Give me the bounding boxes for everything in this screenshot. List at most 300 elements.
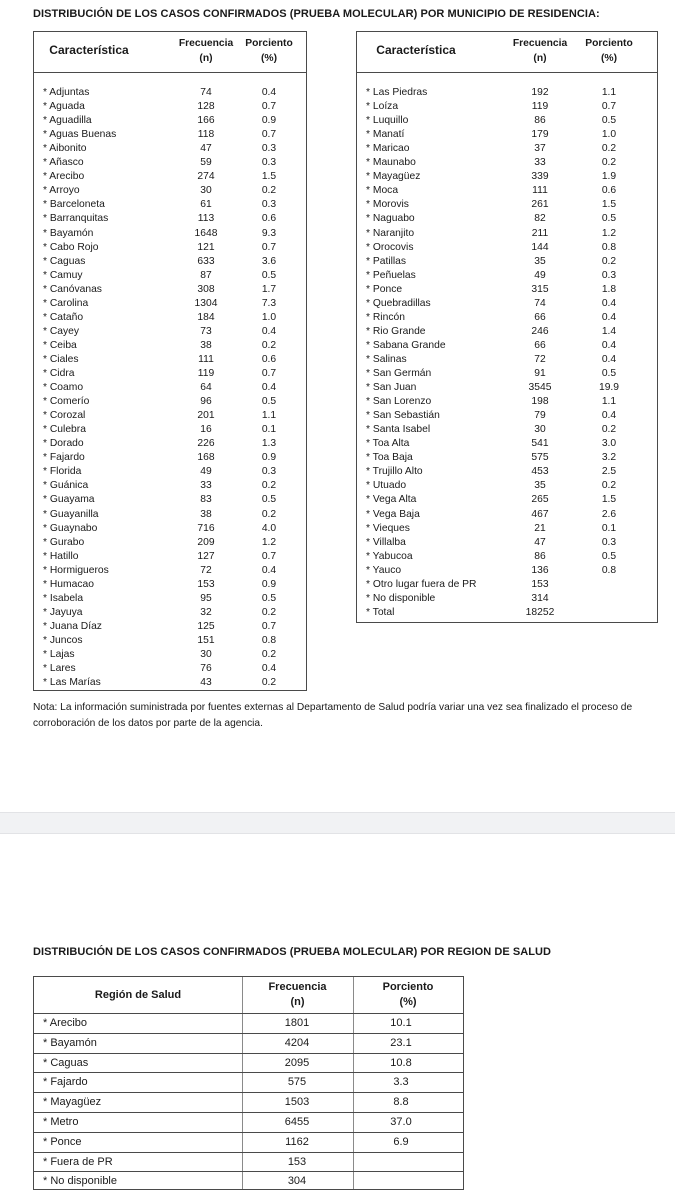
table-row (34, 241, 306, 255)
table-row (357, 381, 657, 395)
frequency-value: 37 (534, 143, 546, 155)
table-row (357, 255, 657, 269)
table-header (357, 32, 657, 73)
table-row (357, 283, 657, 297)
municipio-name: * Lajas (43, 649, 75, 660)
percent-value: 0.4 (601, 297, 617, 309)
table-row (357, 508, 657, 522)
municipio-name: * Orocovis (366, 241, 414, 253)
municipio-name: * Toa Alta (366, 438, 410, 450)
frequency-value: 76 (200, 663, 212, 675)
table-row (34, 578, 306, 592)
municipio-name: * Las Piedras (366, 87, 428, 98)
municipio-name: * Jayuya (43, 606, 83, 618)
table-row (34, 100, 306, 114)
municipio-table-title: DISTRIBUCIÓN DE LOS CASOS CONFIRMADOS (PRUEBA MOLECULAR) POR MUNICIPIO DE RESIDENCIA: (33, 8, 600, 20)
frequency-value: 43 (200, 677, 212, 689)
table-row (34, 465, 306, 479)
municipio-name: * Luquillo (366, 115, 409, 127)
percent-value: 0.2 (601, 157, 617, 169)
table-row (357, 198, 657, 212)
table-row (34, 227, 306, 241)
percent-value: 0.8 (601, 241, 617, 253)
municipio-name: * Sabana Grande (366, 339, 446, 351)
municipio-name: * Culebra (43, 424, 86, 436)
frequency-value: 113 (197, 213, 215, 225)
percent-value: 0.1 (261, 424, 277, 436)
table-row (357, 339, 657, 353)
header-frequency: Frecuencia (512, 38, 568, 49)
municipio-name: * Barceloneta (43, 199, 105, 211)
percent-value: 0.5 (601, 213, 617, 225)
municipio-name: * Aguas Buenas (43, 129, 117, 141)
municipio-name: * Toa Baja (366, 452, 413, 464)
municipio-name: * Humacao (43, 578, 94, 590)
municipio-name: * Vega Baja (366, 508, 420, 520)
frequency-value: 127 (197, 550, 215, 562)
frequency-value: 226 (197, 438, 215, 450)
municipio-name: * Adjuntas (43, 87, 90, 98)
table-row (34, 367, 306, 381)
table-row (34, 620, 306, 634)
table-row (357, 297, 657, 311)
frequency-value: 33 (534, 157, 546, 169)
frequency-value: 79 (534, 410, 546, 422)
municipio-name: * Aguadilla (43, 115, 92, 127)
table-row (34, 437, 306, 451)
table-row (34, 606, 306, 620)
table-row (34, 1112, 463, 1133)
table-row (34, 114, 306, 128)
percent-value: 0.4 (601, 410, 617, 422)
municipio-name: * Ceiba (43, 339, 77, 351)
table-row (357, 142, 657, 156)
municipio-name: * No disponible (366, 592, 436, 604)
frequency-value: 184 (197, 311, 215, 323)
municipio-name: * Maricao (366, 143, 410, 155)
municipio-name: * San Lorenzo (366, 396, 432, 408)
table-row (357, 241, 657, 255)
table-row (357, 522, 657, 536)
frequency-value: 575 (531, 452, 549, 464)
frequency-value: 74 (200, 87, 212, 98)
table-row (34, 311, 306, 325)
frequency-value: 83 (200, 494, 212, 506)
percent-value: 1.4 (601, 325, 617, 337)
municipio-name: * Mayagüez (366, 171, 421, 183)
municipio-name: * Las Marías (43, 677, 101, 689)
frequency-value: 315 (531, 283, 549, 295)
percent-value: 6.9 (393, 1135, 409, 1148)
frequency-value: 33 (200, 480, 212, 492)
frequency-value: 151 (197, 634, 215, 646)
frequency-value: 136 (531, 564, 549, 576)
frequency-value: 72 (534, 353, 546, 365)
percent-value: 0.9 (261, 578, 277, 590)
frequency-value: 261 (531, 199, 549, 211)
table-row (34, 1013, 463, 1034)
municipio-name: * Maunabo (366, 157, 416, 169)
municipio-name: * San Germán (366, 368, 432, 379)
frequency-value: 4204 (284, 1036, 310, 1049)
frequency-value: 118 (197, 129, 215, 141)
percent-value: 0.4 (261, 663, 277, 675)
frequency-value: 308 (197, 283, 215, 295)
frequency-value: 198 (531, 396, 549, 408)
percent-value: 0.5 (601, 368, 617, 379)
municipio-name: * Aibonito (43, 143, 87, 155)
percent-value: 0.4 (601, 339, 617, 351)
municipio-name: * Utuado (366, 480, 407, 492)
table-row (34, 1171, 463, 1192)
table-row (34, 1132, 463, 1153)
table-row (34, 395, 306, 409)
table-header (34, 977, 463, 1013)
frequency-value: 144 (531, 241, 549, 253)
frequency-value: 2095 (284, 1056, 310, 1069)
percent-value: 0.4 (261, 87, 277, 98)
table-row (34, 1092, 463, 1113)
municipio-name: * Arecibo (43, 171, 85, 183)
header-percent: Porciento (245, 38, 293, 49)
municipio-name: * Peñuelas (366, 269, 416, 281)
percent-value: 0.5 (261, 592, 277, 604)
table-row (34, 536, 306, 550)
frequency-value: 1648 (194, 227, 218, 239)
percent-value: 10.1 (390, 1017, 412, 1029)
percent-value: 10.8 (390, 1056, 412, 1069)
frequency-value: 38 (200, 508, 212, 520)
frequency-value: 49 (534, 269, 546, 281)
percent-value: 0.5 (601, 115, 617, 127)
table-row (357, 325, 657, 339)
region-name: * Arecibo (43, 1017, 88, 1029)
municipio-name: * Yauco (366, 564, 402, 576)
table-row (34, 353, 306, 367)
percent-value: 0.4 (601, 353, 617, 365)
percent-value: 1.2 (601, 227, 617, 239)
table-row (34, 676, 306, 690)
table-row (34, 592, 306, 606)
frequency-value: 35 (534, 255, 546, 267)
municipio-name: * Coamo (43, 382, 84, 394)
municipio-name: * Florida (43, 466, 82, 478)
frequency-value: 128 (197, 101, 215, 113)
region-name: * Caguas (43, 1056, 89, 1069)
percent-value: 1.5 (261, 171, 277, 183)
percent-value: 0.2 (261, 649, 277, 660)
frequency-value: 467 (531, 508, 549, 520)
frequency-value: 59 (200, 157, 212, 169)
frequency-value: 125 (197, 620, 215, 632)
table-row (357, 451, 657, 465)
region-name: * Fuera de PR (43, 1155, 113, 1168)
percent-value: 0.7 (261, 620, 277, 632)
municipio-name: * Cidra (43, 368, 75, 379)
frequency-value: 633 (197, 255, 215, 267)
municipio-name: * Loíza (366, 101, 399, 113)
municipio-name: * Cayey (43, 325, 80, 337)
percent-value: 0.3 (261, 143, 277, 155)
municipio-name: * Total (366, 606, 395, 618)
municipio-name: * Naguabo (366, 213, 415, 225)
table-row (34, 479, 306, 493)
frequency-value: 453 (531, 466, 549, 478)
percent-value: 23.1 (390, 1036, 412, 1049)
table-row (34, 1072, 463, 1093)
table-row (34, 86, 306, 100)
percent-value: 0.7 (261, 550, 277, 562)
table-row (34, 493, 306, 507)
percent-value: 0.3 (261, 466, 277, 478)
frequency-value: 18252 (525, 606, 555, 618)
percent-value: 1.1 (261, 410, 277, 422)
frequency-value: 35 (534, 480, 546, 492)
percent-value: 0.6 (261, 353, 277, 365)
region-table (33, 976, 464, 1190)
percent-value: 9.3 (261, 227, 277, 239)
frequency-value: 38 (200, 339, 212, 351)
table-row (34, 564, 306, 578)
frequency-value: 47 (200, 143, 212, 155)
municipio-name: * Cataño (43, 311, 84, 323)
header-percent: Porciento (382, 981, 434, 993)
percent-value: 0.9 (261, 115, 277, 127)
municipio-name: * Fajardo (43, 452, 85, 464)
municipio-name: * Manatí (366, 129, 405, 141)
table-row (357, 311, 657, 325)
region-table-title: DISTRIBUCIÓN DE LOS CASOS CONFIRMADOS (PRUEBA MOLECULAR) POR REGION DE SALUD (33, 946, 551, 958)
percent-value: 0.4 (261, 564, 277, 576)
percent-value: 2.5 (601, 466, 617, 478)
table-row (357, 437, 657, 451)
municipio-name: * Vega Alta (366, 494, 417, 506)
percent-value: 37.0 (390, 1116, 412, 1128)
frequency-value: 73 (200, 325, 212, 337)
percent-value: 1.3 (261, 438, 277, 450)
municipio-name: * Cabo Rojo (43, 241, 99, 253)
municipio-name: * Guayama (43, 494, 95, 506)
municipio-name: * Salinas (366, 353, 407, 365)
municipio-name: * Barranquitas (43, 213, 109, 225)
percent-value: 3.6 (261, 255, 277, 267)
table-row (34, 522, 306, 536)
table-row (357, 86, 657, 100)
percent-value: 0.7 (261, 101, 277, 113)
data-note: Nota: La información suministrada por fuentes externas al Departamento de Salud podría variar una vez sea finalizado el proceso de corroboración de los datos por parte de la agencia. (33, 702, 633, 729)
percent-value: 0.2 (601, 480, 617, 492)
frequency-value: 153 (287, 1155, 307, 1168)
frequency-value: 49 (200, 466, 212, 478)
frequency-value: 47 (534, 536, 546, 548)
percent-value: 1.5 (601, 199, 617, 211)
frequency-value: 86 (534, 115, 546, 127)
table-row (34, 1152, 463, 1173)
percent-value: 19.9 (598, 382, 620, 394)
table-row (34, 634, 306, 648)
header-percent-unit: (%) (600, 53, 617, 64)
percent-value: 0.5 (261, 269, 277, 281)
frequency-value: 30 (200, 185, 212, 197)
frequency-value: 6455 (284, 1116, 310, 1128)
percent-value: 0.5 (261, 494, 277, 506)
table-row (34, 550, 306, 564)
table-row (34, 662, 306, 676)
frequency-value: 246 (531, 325, 549, 337)
table-row (357, 592, 657, 606)
percent-value: 0.4 (261, 325, 277, 337)
municipio-name: * Lares (43, 663, 76, 675)
region-name: * Metro (43, 1116, 79, 1128)
frequency-value: 96 (200, 396, 212, 408)
percent-value: 2.6 (601, 508, 617, 520)
percent-value: 0.3 (601, 269, 617, 281)
table-row (357, 170, 657, 184)
frequency-value: 541 (531, 438, 549, 450)
municipio-name: * Trujillo Alto (366, 466, 423, 478)
percent-value: 0.7 (601, 101, 617, 113)
municipio-name: * Arroyo (43, 185, 80, 197)
frequency-value: 86 (534, 550, 546, 562)
municipio-name: * Vieques (366, 522, 410, 534)
table-row (357, 564, 657, 578)
municipio-name: * Moca (366, 185, 399, 197)
municipio-name: * Guayanilla (43, 508, 99, 520)
percent-value: 0.3 (261, 199, 277, 211)
table-row (34, 269, 306, 283)
frequency-value: 314 (531, 592, 549, 604)
table-row (357, 114, 657, 128)
percent-value: 0.7 (261, 129, 277, 141)
frequency-value: 265 (531, 494, 549, 506)
percent-value: 0.6 (261, 213, 277, 225)
header-frequency-unit: (n) (533, 53, 547, 64)
table-row (34, 156, 306, 170)
frequency-value: 66 (534, 311, 546, 323)
region-name: * Mayagüez (43, 1096, 102, 1109)
municipio-name: * Canóvanas (43, 283, 102, 295)
municipio-name: * Patillas (366, 255, 407, 267)
table-row (34, 142, 306, 156)
table-row (357, 353, 657, 367)
percent-value: 4.0 (261, 522, 277, 534)
municipio-name: * Comerío (43, 396, 90, 408)
frequency-value: 21 (534, 522, 546, 534)
percent-value: 8.8 (393, 1096, 409, 1109)
percent-value: 1.9 (601, 171, 617, 183)
percent-value: 0.3 (261, 157, 277, 169)
frequency-value: 1801 (284, 1017, 310, 1029)
percent-value: 0.6 (601, 185, 617, 197)
table-row (357, 184, 657, 198)
frequency-value: 87 (200, 269, 212, 281)
frequency-value: 82 (534, 213, 546, 225)
percent-value: 0.7 (261, 241, 277, 253)
municipio-name: * Naranjito (366, 227, 415, 239)
table-row (357, 269, 657, 283)
table-row (357, 606, 657, 620)
table-row (357, 367, 657, 381)
header-percent: Porciento (585, 38, 633, 49)
table-row (34, 648, 306, 662)
frequency-value: 111 (532, 185, 548, 197)
frequency-value: 95 (200, 592, 212, 604)
percent-value: 0.2 (601, 424, 617, 436)
table-header (34, 32, 306, 73)
municipio-name: * Caguas (43, 255, 86, 267)
frequency-value: 32 (200, 606, 212, 618)
municipio-name: * Hormigueros (43, 564, 109, 576)
frequency-value: 119 (197, 368, 215, 379)
header-percent-unit: (%) (260, 53, 277, 64)
page-separator (0, 812, 675, 834)
municipio-name: * Aguada (43, 101, 85, 113)
municipio-name: * Quebradillas (366, 297, 431, 309)
frequency-value: 16 (200, 424, 212, 436)
municipio-name: * San Juan (366, 382, 417, 394)
header-frequency-unit: (n) (290, 996, 305, 1008)
municipio-name: * Gurabo (43, 536, 85, 548)
percent-value: 0.8 (261, 634, 277, 646)
municipio-table-left (33, 31, 307, 691)
table-row (34, 1033, 463, 1054)
region-name: * Fajardo (43, 1076, 88, 1089)
table-row (34, 409, 306, 423)
percent-value: 0.2 (261, 185, 277, 197)
percent-value: 1.0 (601, 129, 617, 141)
table-row (34, 255, 306, 269)
municipio-name: * Villalba (366, 536, 406, 548)
frequency-value: 153 (531, 578, 549, 590)
table-row (357, 395, 657, 409)
table-row (34, 128, 306, 142)
header-frequency: Frecuencia (268, 981, 327, 993)
percent-value: 0.4 (601, 311, 617, 323)
percent-value: 3.0 (601, 438, 617, 450)
frequency-value: 153 (197, 578, 215, 590)
percent-value: 1.2 (261, 536, 277, 548)
percent-value: 0.2 (261, 677, 277, 689)
frequency-value: 72 (200, 564, 212, 576)
frequency-value: 3545 (528, 382, 552, 394)
frequency-value: 339 (531, 171, 549, 183)
municipio-name: * Guaynabo (43, 522, 98, 534)
municipio-name: * Ponce (366, 283, 403, 295)
municipio-name: * Ciales (43, 353, 79, 365)
municipio-name: * Otro lugar fuera de PR (366, 578, 477, 590)
municipio-name: * Yabucoa (366, 550, 413, 562)
frequency-value: 119 (531, 101, 549, 113)
percent-value: 0.2 (261, 606, 277, 618)
municipio-name: * Dorado (43, 438, 84, 450)
municipio-name: * Isabela (43, 592, 84, 604)
percent-value: 1.1 (601, 87, 617, 98)
header-region: Región de Salud (94, 989, 182, 1001)
municipio-name: * Rincón (366, 311, 405, 323)
table-row (357, 128, 657, 142)
table-row (357, 536, 657, 550)
table-row (357, 100, 657, 114)
table-row (34, 184, 306, 198)
header-percent-unit: (%) (399, 996, 417, 1008)
frequency-value: 1162 (285, 1135, 309, 1148)
municipio-name: * Añasco (43, 157, 84, 169)
percent-value: 0.5 (261, 396, 277, 408)
percent-value: 0.4 (261, 382, 277, 394)
table-row (357, 578, 657, 592)
frequency-value: 1304 (194, 297, 218, 309)
table-row (34, 508, 306, 522)
